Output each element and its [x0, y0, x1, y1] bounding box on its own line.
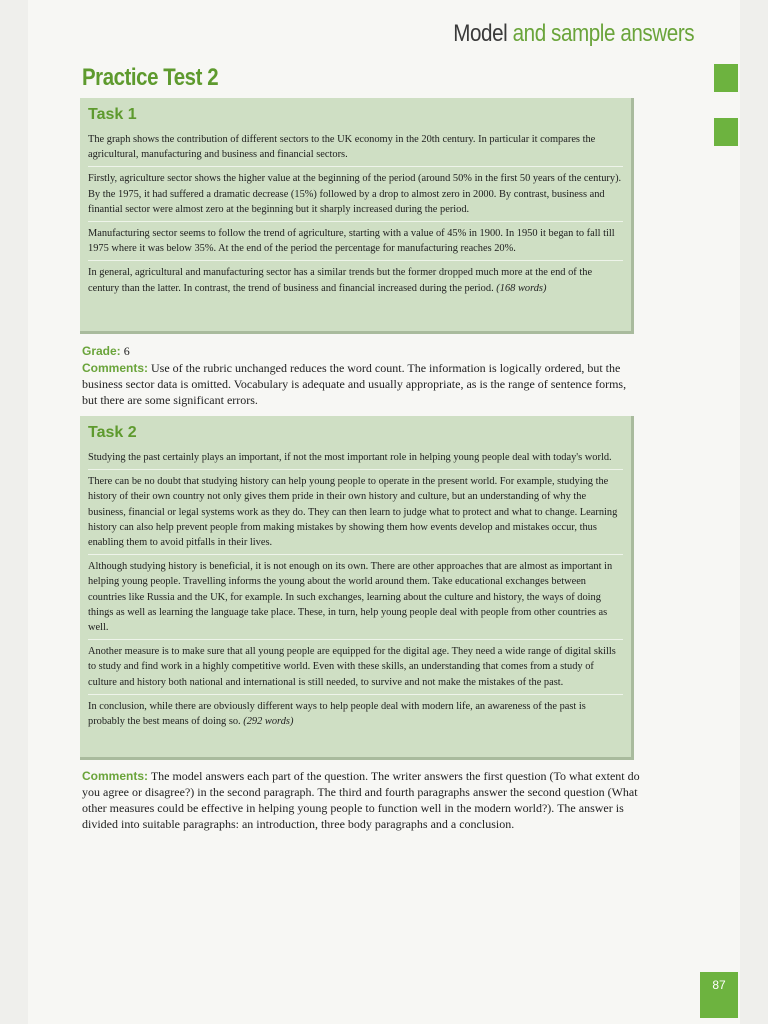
page-number-badge: [700, 972, 738, 1018]
comments-text: Use of the rubric unchanged reduces the word count. The information is logically ordered, but the business sector data is omitted. Vocabulary is adequate and usually appropriate, as is the range of sentence forms, but there are some significant errors.: [82, 361, 627, 407]
header-title-dark: Model: [453, 20, 508, 47]
task1-paragraph: Manufacturing sector seems to follow the trend of agriculture, starting with a value of 45% in 1900. In 1950 it began to fall till 1975 where it was below 35%. At the end of the period the percentage for manufacturing reaches 20%.: [88, 221, 623, 260]
comments-text: The model answers each part of the question. The writer answers the first question (To what extent do you agree or disagree?) in the second paragraph. The third and fourth paragraphs answer the second question (What other measures could be effective in helping young people to function well in the modern world?). The answer is divided into suitable paragraphs: an introduction, three body paragraphs and a conclusion.: [82, 769, 640, 831]
edge-tab-marker: [714, 64, 738, 92]
task2-paragraph: Studying the past certainly plays an important, if not the most important role in helping young people deal with today's world.: [88, 452, 612, 463]
task1-paragraph: [88, 260, 623, 299]
task2-paragraph: [88, 694, 623, 733]
task1-word-count: (168 words): [496, 282, 547, 294]
comments-label: Comments:: [82, 769, 149, 783]
task1-paragraph-text: In general, agricultural and manufacturing sector has a similar trends but the former dropped much more at the end of the century than the latter. In contrast, the trend of business and financial increased during the period.: [88, 267, 593, 294]
task2-heading: Task 2: [88, 424, 137, 441]
task2-word-count: (292 words): [243, 716, 294, 728]
comments-label: Comments:: [82, 361, 149, 375]
task2-paragraph: Although studying history is beneficial, it is not enough on its own. There are other approaches that are almost as important in helping young people. Travelling informs the young about the world around them. Take educational exchanges between countries like Russia and the UK, for example. In such exchanges, learning about the culture and history, the ways of doing things as well as learning the language take place. These, in turn, help young people deal with people from other countries as well.: [88, 554, 623, 639]
task2-answer-box: [80, 416, 634, 760]
page-number: 87: [712, 978, 726, 992]
task2-paragraph: Another measure is to make sure that all young people are equipped for the digital age. They need a wide range of digital skills to study and find work in a highly competitive world. Even with these skills, an understanding that comes from a study of culture and history both national and international is still needed, to survive and not make the mistakes of the past.: [88, 639, 623, 694]
section-title: Practice Test 2: [82, 64, 219, 91]
task2-comments: [82, 768, 642, 832]
task1-paragraph: The graph shows the contribution of different sectors to the UK economy in the 20th century. In particular it compares the agricultural, manufacturing and business and financial sectors.: [88, 134, 596, 161]
task1-paragraph: Firstly, agriculture sector shows the higher value at the beginning of the period (around 50% in the first 50 years of the century). By the 1975, it had suffered a dramatic decrease (15%) followed by a drop to almost zero in 2000. By contrast, business and finantial sector were almost zero at the beginning but it sharply increased during the period.: [88, 166, 623, 221]
header-title-green: and sample answers: [512, 20, 694, 47]
grade-line: [82, 343, 642, 359]
grade-value: 6: [123, 344, 130, 358]
edge-tab-marker: [714, 118, 738, 146]
task2-paragraph-text: In conclusion, while there are obviously different ways to help people deal with modern life, an awareness of the past is probably the best means of doing so.: [88, 700, 586, 728]
task1-answer-box: [80, 98, 634, 334]
task1-heading: Task 1: [88, 106, 137, 123]
grade-label: Grade:: [82, 344, 121, 358]
task2-paragraph: There can be no doubt that studying history can help young people to operate in the present world. For example, studying the history of their own country not only gives them pride in their own history and culture, but an understanding of why the business, financial or legal systems work as they do. They can then learn to judge what to protect and what to change. Learning history can also help prevent people from making mistakes by showing them how events develop and mistakes occur, thus enabling them to avoid pitfalls in their lives.: [88, 469, 623, 554]
task1-comments: [82, 360, 642, 408]
running-header: [453, 20, 694, 48]
